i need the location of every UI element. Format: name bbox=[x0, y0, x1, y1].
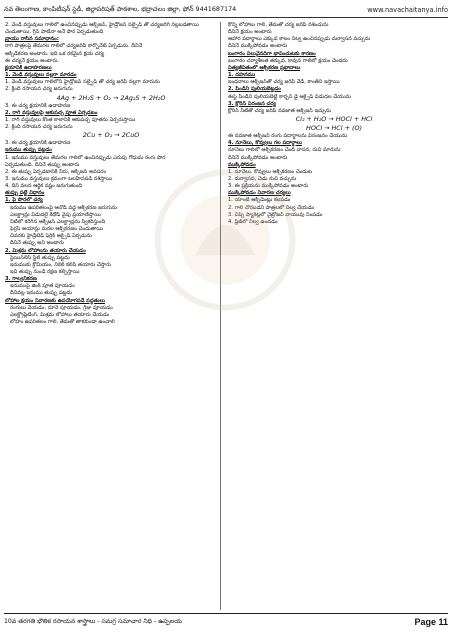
section-heading: 2. మిశ్రమ లోహాలను తయారు చేయడం bbox=[5, 247, 86, 254]
text-line: ఆక్సిడీకరణ అంటారు. ఇది ఒక రకమైన క్షయ చర్య bbox=[5, 50, 105, 57]
text-line: రాగి పాత్రలపై తేమగల గాలిలో చర్యజరిపి కార్బొనేట్ ఏర్పడును. దీనినే bbox=[5, 43, 143, 50]
footer-title: 10వ తరగతి భౌతిక రసాయన శాస్త్రాలు - సమగ్ర సమాచార నిధి - ఉప్పలయ bbox=[4, 617, 183, 625]
text-line: ఇవి తుప్పు నుండి రక్షణ కల్పిస్తాయి bbox=[10, 269, 80, 275]
section-heading: బంగారం విలువైనదిగా భావించుటకు కారణం bbox=[228, 50, 316, 57]
text-line: 2. ఈ తుప్పు ఏర్పడటానికి నీరు, ఆక్సిజన్ అవసరం bbox=[5, 168, 107, 175]
section-heading: ముక్కిపోవడం bbox=[228, 161, 256, 168]
text-line: 3. ఈ చర్య క్షయానికి ఉదాహరణ bbox=[5, 102, 71, 109]
text-line: క్లోరిన్ నీటితో చర్య జరిపి నవజాత ఆక్సిజన్ ఇచ్చును bbox=[228, 107, 332, 114]
text-line: కొన్ని లోహాలు గాలి, తేమతో చర్య జరిపి నశించును bbox=[228, 22, 329, 28]
text-line: దీనివల్ల ఇనుము తుప్పు పట్టదు bbox=[10, 290, 72, 297]
text-line: 1. ఇనుము వస్తువులు తేమగల గాలిలో ఉంచినప్పుడు ఎరుపు గోధుమ రంగు పొర bbox=[5, 154, 166, 161]
chemical-equation: 2Cu + O₂ → 2CuO bbox=[82, 131, 140, 140]
section-heading: క్షయానికి ఉదాహరణలు bbox=[5, 64, 52, 71]
section-heading: 4. నూనెలు, కొవ్వులు గల పదార్థాలు bbox=[228, 140, 302, 147]
text-line: ఈస్ట్ పిండిని పులియబెట్టి కార్బన్ డై ఆక్సైడ్ విడుదల చేయును bbox=[228, 93, 352, 100]
text-line: స్టెయిన్‌లెస్ స్టీల్ తుప్పు పట్టదు bbox=[10, 254, 70, 261]
chemical-equation: 4Ag + 2H₂S + O₂ → 2Ag₂S + 2H₂O bbox=[56, 93, 166, 102]
text-line: ఎలక్ట్రోప్లేటింగ్, మిశ్రమ లోహాలు తయారు చేయడం bbox=[10, 311, 110, 318]
text-line: రంగులు వేయడం, నూనె పూయడం, గ్రీజు పూయడం bbox=[10, 304, 113, 311]
section-heading: 1. దహనము bbox=[228, 72, 256, 79]
left-column bbox=[5, 22, 221, 610]
text-line: లోహం ఉపరితలం గాలి, తేమతో తాకకుండా ఉంచాలి bbox=[10, 319, 115, 326]
section-heading: 3. గాల్వనీకరణ bbox=[5, 276, 37, 283]
section-heading: లోహాల క్షయం నివారణకు ఉపయోగపడే పద్ధతులు bbox=[5, 297, 105, 304]
page-header bbox=[4, 3, 448, 18]
header-website[interactable]: www.navachaitanya.info bbox=[367, 6, 448, 14]
section-heading: నిత్యజీవితంలో ఆక్సీకరణ ప్రభావాలు bbox=[228, 64, 301, 71]
text-line: 3. ఈ చర్య క్షయానికి ఉదాహరణ bbox=[5, 140, 71, 147]
text-line: ఏర్పడుతుంది. దీనినే తుప్పు అంటారు bbox=[5, 161, 80, 168]
text-line: 1. రాగి వస్తువులు కొంత కాలానికి ఆకుపచ్చ పూతను ఏర్పరుస్తాయి bbox=[5, 116, 136, 123]
chemical-equation: Cl₂ + H₂O → HOCl + HCl bbox=[295, 115, 373, 124]
section-heading: తుప్పు పట్టే విధానం bbox=[5, 190, 45, 197]
text-line: ఇంధనాలు ఆక్సిజన్‌తో చర్య జరిపి వేడి, కాంతిని ఇస్తాయి bbox=[228, 79, 340, 86]
section-heading: 1. పై పొరలో చర్య bbox=[5, 197, 43, 204]
text-line: 1. యాంటీ ఆక్సిడెంట్లు కలపడం bbox=[228, 197, 291, 204]
text-line: 3. చిప్స్ ప్యాకెట్లలో నైట్రోజన్ వాయువు నింపడం bbox=[228, 211, 323, 218]
text-line: చివరకు హైడ్రేటెడ్ ఫెర్రిక్ ఆక్సైడ్ ఏర్పడును bbox=[10, 233, 92, 240]
text-line: 1. వెండి వస్తువులు గాలిలోని హైడ్రోజన్ సల్ఫైడ్ తో చర్య జరిపి నల్లగా మారును bbox=[5, 79, 160, 86]
text-line: ఇనుము ఉపరితలంపై ఆనోడ్ వద్ద ఆక్సీకరణ జరుగును bbox=[10, 204, 118, 211]
section-heading: 3. క్లోరిన్ విరంజన చర్య bbox=[228, 100, 276, 107]
text-line: బంగారం చర్యాశీలత తక్కువ, కావున గాలిలో క్షయం చెందదు bbox=[228, 57, 348, 64]
section-heading: ఇనుము తుప్పు పట్టడం bbox=[5, 147, 52, 154]
text-line: 3. ఈ ప్రక్రియను ముక్కిపోవడం అంటారు bbox=[228, 183, 309, 190]
right-column bbox=[228, 22, 440, 610]
text-line: 4. దీని వలన ఆర్థిక నష్టం జరుగుతుంది bbox=[5, 183, 83, 190]
text-line: 3. ఇనుము వస్తువులు క్రమంగా బలహీనపడి నశిస్తాయి bbox=[5, 175, 113, 182]
page-number: Page 11 bbox=[414, 616, 448, 627]
text-line: దీనినే తుప్పు అని అంటారు bbox=[10, 240, 64, 247]
text-line: నూనెలు గాలిలో ఆక్సీకరణం చెంది వాసన, రుచి మారును bbox=[228, 147, 341, 154]
section-heading: 2. రాగి వస్తువులపై ఆకుపచ్చ పూత ఏర్పడటం bbox=[5, 109, 98, 116]
text-line: 2. క్రింది రసాయన చర్య జరుగును bbox=[5, 86, 73, 93]
text-line: ఇనుముకు క్రోమియం, నికెల్ కలిపి తయారు చేస్తారు bbox=[10, 261, 111, 268]
text-line: 1. నూనెలు, కొవ్వులు ఆక్సీకరణం చెందుట bbox=[228, 168, 312, 175]
text-line: దీనినే ముక్కిపోవడం అంటారు bbox=[228, 43, 288, 50]
text-line: ఈ నవజాత ఆక్సిజన్ రంగు పదార్థాలను విరంజనం చేయును bbox=[228, 133, 348, 140]
text-line: 2. దుర్వాసన, చెడు రుచి వచ్చును bbox=[228, 175, 297, 182]
section-heading: ముక్కిపోవడం నివారణ చర్యలు bbox=[228, 190, 291, 197]
text-line: నీటిలో కరిగిన ఆక్సిజన్ ఎలక్ట్రాన్లను స్వీకరిస్తుంది bbox=[10, 218, 106, 225]
text-line: 2. క్రింది రసాయన చర్య జరుగును bbox=[5, 124, 73, 131]
text-line: 4. ఫ్రిజ్‌లో నిల్వ ఉంచడం bbox=[228, 218, 278, 225]
page-footer bbox=[4, 613, 448, 629]
section-heading: 1. వెండి వస్తువులు నల్లగా మారడం bbox=[5, 72, 77, 79]
text-line: దీనినే ముక్కిపోవడం అంటారు bbox=[228, 154, 288, 161]
text-line: దీనినే క్షయం అంటారు bbox=[228, 29, 272, 36]
section-heading: వ్రాయు రాసిన సమాధానం: bbox=[5, 36, 59, 43]
text-line: ఎలక్ట్రాన్లు విడుదలై కేథోడ్ వైపు ప్రయాణిస్తాయి bbox=[10, 211, 101, 218]
chemical-equation: HOCl → HCl + (O) bbox=[306, 124, 362, 133]
text-line: ఫెర్రస్ అయాన్లు మరల ఆక్సీకరణం చెందుతాయి bbox=[10, 226, 104, 233]
text-line: 2. వెండి వస్తువులు గాలిలో ఉంచినప్పుడు ఆక్సిజన్, హైడ్రోజన్ సల్ఫైడ్ తో చర్యజరిగి నల్లబడతాయి bbox=[5, 22, 199, 28]
section-heading: 2. పిండిని పులియబెట్టడం bbox=[228, 86, 281, 93]
text-line: 2. గాలి చొరబడని పాత్రలలో నిల్వ చేయడం bbox=[228, 204, 315, 211]
header-text: నవ తెలంగాణ, కాంపిటీషన్ స్టడీ, జిల్లాపరిషత్ పాఠశాల, భద్రాచలం జిల్లా, ఫోన్ 9441687174 bbox=[4, 5, 237, 13]
text-line: ఇనుముపై జింక్ పూత పూయడం bbox=[10, 283, 75, 290]
text-line: ఈ చర్యనే క్షయం అంటారు. bbox=[5, 57, 60, 64]
text-line: ఆహార పదార్థాలు ఎక్కువ కాలం నిల్వ ఉంచినప్పుడు దుర్వాసన వచ్చును bbox=[228, 36, 371, 43]
text-line: చెందుతాయి. గ్రీన్ పాటినా అనే పొర ఏర్పడుతుంది bbox=[5, 29, 104, 36]
